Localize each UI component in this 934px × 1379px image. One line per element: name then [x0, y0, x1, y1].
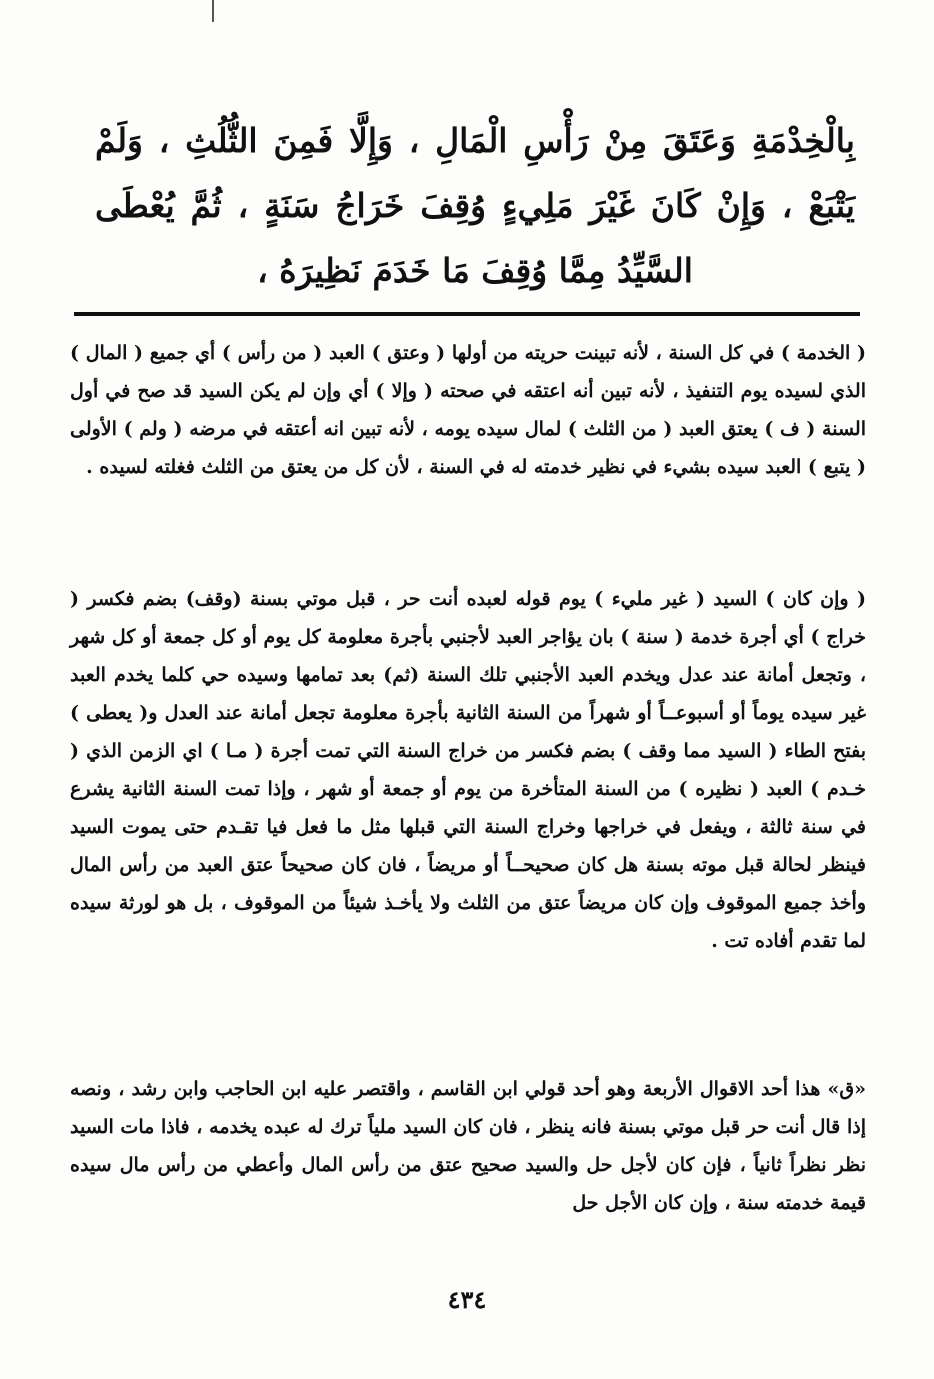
- matn-text: بِالْخِدْمَةِ وَعَتَقَ مِنْ رَأْسِ الْمَالِ ، وَإِلَّا فَمِنَ الثُّلُثِ ، وَلَمْ يَتْبَعْ ، وَإِنْ كَانَ غَيْرَ مَلِيءٍ وُقِفَ خَرَاجُ سَنَةٍ ، ثُمَّ يُعْطَى السَّيِّدُ مِمَّا وُقِفَ مَا خَدَمَ نَظِيرَهُ ،: [95, 121, 855, 290]
- page-number: ٤٣٤: [447, 1285, 487, 1314]
- commentary-paragraph-2: ( وإن كان ) السيد ( غير مليء ) يوم قوله لعبده أنت حر ، قبل موتي بسنة (وقف) بضم فكسر ( خراج ) أي أجرة خدمة ( سنة ) بان يؤاجر العبد لأجنبي بأجرة معلومة كل يوم أو كل جمعة أو كل شهر ، وتجعل أمانة عند عدل ويخدم العبد الأجنبي تلك السنة (ثم) بعد تمامها وسيده حي كلما يخدم العبد غير سيده يوماً أو أسبوعــاً أو شهراً من السنة الثانية بأجرة معلومة تجعل أمانة عند العدل و( يعطى ) بفتح الطاء ( السيد مما وقف ) بضم فكسر من خراج السنة التي تمت أجرة ( مـا ) اي الزمن الذي ( خـدم ) العبد ( نظيره ) من السنة المتأخرة من يوم أو جمعة أو شهر ، وإذا تمت السنة الثانية يشرع في سنة ثالثة ، ويفعل في خراجها وخراج السنة التي قبلها مثل ما فعل فيا تقـدم حتى يموت السيد فينظر لحالة قبل موته بسنة هل كان صحيحــاً أو مريضاً ، فان كان صحيحاً عتق العبد من رأس المال وأخذ جميع الموقوف وإن كان مريضاً عتق من الثلث ولا يأخـذ شيئاً من الموقوف ، بل هو لورثة سيده لما تقدم أفاده تت .: [70, 588, 866, 952]
- separator-rule: [74, 312, 860, 316]
- commentary-paragraph-3: «ق» هذا أحد الاقوال الأربعة وهو أحد قولي ابن القاسم ، واقتصر عليه ابن الحاجب وابن رشد ، ونصه إذا قال أنت حر قبل موتي بسنة فانه ينظر ، فان كان السيد ملياً ترك له عبده يخدمه ، فاذا مات السيد نظر نظراً ثانياً ، فإن كان لأجل حل والسيد صحيح عتق من رأس المال وأعطي من رأس مال سيده قيمة خدمته سنة ، وإن كان الأجل حل: [70, 1078, 866, 1214]
- scan-mark: [212, 0, 214, 22]
- commentary-paragraph-1: ( الخدمة ) في كل السنة ، لأنه تبينت حريته من أولها ( وعتق ) العبد ( من رأس ) أي جميع ( المال ) الذي لسيده يوم التنفيذ ، لأنه تبين أنه اعتقه في صحته ( وإلا ) أي وإن لم يكن السيد قد صح في أول السنة ( ف ) يعتق العبد ( من الثلث ) لمال سيده يومه ، لأنه تبين انه أعتقه في مرضه ( ولم ) الأولى ( يتبع ) العبد سيده بشيء في نظير خدمته له في السنة ، لأن كل من يعتق من الثلث فغلته لسيده .: [70, 342, 866, 478]
